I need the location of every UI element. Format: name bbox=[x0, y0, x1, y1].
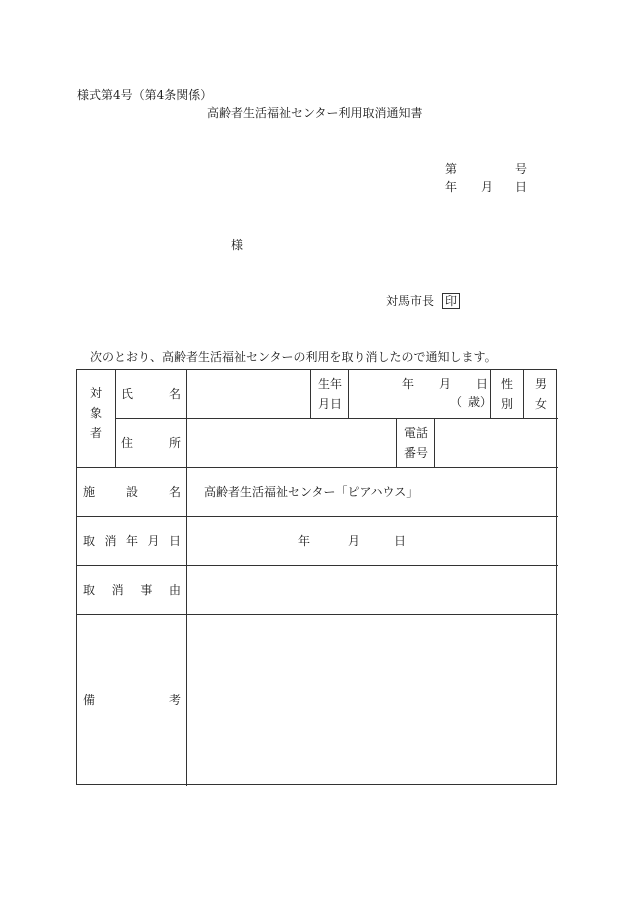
subject-label-char: 象 bbox=[89, 406, 102, 420]
birth-label bbox=[313, 374, 347, 414]
address-input-cell[interactable] bbox=[188, 420, 395, 466]
address-label-char: 住 bbox=[121, 436, 134, 450]
reason-label-char: 消 bbox=[111, 583, 124, 597]
cancel-year-label: 年 bbox=[298, 534, 311, 548]
remarks-label-char: 考 bbox=[168, 693, 181, 707]
birth-day-label: 日 bbox=[476, 377, 489, 391]
facility-value: 高齢者生活福祉センター「ピアハウス」 bbox=[204, 485, 419, 499]
name-label bbox=[121, 384, 181, 404]
reason-label-char: 事 bbox=[140, 583, 153, 597]
name-label-char: 氏 bbox=[121, 387, 134, 401]
address-label-char: 所 bbox=[168, 436, 181, 450]
gender-option-female[interactable]: 女 bbox=[534, 397, 547, 411]
birth-label-line: 月日 bbox=[317, 397, 342, 411]
date-year: 年 bbox=[445, 180, 458, 194]
intro-text: 次のとおり、高齢者生活福祉センターの利用を取り消したので通知します。 bbox=[90, 350, 497, 364]
birth-month-label: 月 bbox=[439, 377, 452, 391]
facility-label-char: 施 bbox=[83, 485, 96, 499]
form-number: 様式第4号（第4条関係） bbox=[77, 88, 213, 102]
birth-year-label: 年 bbox=[402, 377, 415, 391]
cancel-day-label: 日 bbox=[394, 534, 407, 548]
remarks-input-cell[interactable] bbox=[188, 616, 557, 784]
facility-label-char: 名 bbox=[168, 485, 181, 499]
age-unit: 歳） bbox=[468, 395, 493, 409]
cancel-month-label: 月 bbox=[348, 534, 361, 548]
subject-label bbox=[81, 383, 111, 443]
phone-input-cell[interactable] bbox=[436, 420, 557, 466]
cancel-date-label-char: 月 bbox=[147, 534, 160, 548]
age-open: （ bbox=[450, 395, 463, 409]
cancel-date-label bbox=[83, 531, 181, 551]
remarks-label-char: 備 bbox=[83, 693, 96, 707]
gender-option-male[interactable]: 男 bbox=[534, 377, 547, 391]
date-day: 日 bbox=[515, 180, 528, 194]
cancel-date-label-char: 取 bbox=[83, 534, 96, 548]
phone-label-line: 電話 bbox=[403, 426, 428, 440]
number-suffix: 号 bbox=[515, 162, 528, 176]
remarks-label bbox=[83, 690, 181, 710]
issuer-name: 対馬市長 bbox=[386, 294, 435, 308]
phone-label-line: 番号 bbox=[403, 446, 428, 460]
reason-label-char: 取 bbox=[83, 583, 96, 597]
notification-table bbox=[76, 369, 557, 785]
cancel-date-label-char: 日 bbox=[168, 534, 181, 548]
reason-label-char: 由 bbox=[168, 583, 181, 597]
facility-label-char: 設 bbox=[125, 485, 138, 499]
birth-label-line: 生年 bbox=[317, 377, 342, 391]
number-prefix: 第 bbox=[445, 162, 458, 176]
gender-label-char: 性 bbox=[500, 377, 513, 391]
birth-date-cell[interactable] bbox=[350, 371, 493, 417]
document-title: 高齢者生活福祉センター利用取消通知書 bbox=[207, 106, 423, 120]
reason-input-cell[interactable] bbox=[188, 567, 557, 613]
reason-label bbox=[83, 580, 181, 600]
name-input-cell[interactable] bbox=[188, 371, 309, 417]
seal-stamp: 印 bbox=[442, 293, 460, 309]
gender-label bbox=[492, 374, 522, 414]
gender-label-char: 別 bbox=[500, 397, 513, 411]
facility-label bbox=[83, 482, 181, 502]
date-month: 月 bbox=[481, 180, 494, 194]
cancel-date-cell[interactable] bbox=[188, 518, 557, 564]
cancel-date-label-char: 年 bbox=[125, 534, 138, 548]
phone-label bbox=[399, 423, 433, 463]
subject-label-char: 者 bbox=[89, 426, 102, 440]
address-label bbox=[121, 433, 181, 453]
cancel-date-label-char: 消 bbox=[104, 534, 117, 548]
gender-options bbox=[525, 374, 557, 414]
addressee-honorific: 様 bbox=[231, 238, 244, 252]
issuer bbox=[386, 292, 460, 309]
subject-label-char: 対 bbox=[89, 386, 102, 400]
name-label-char: 名 bbox=[168, 387, 181, 401]
